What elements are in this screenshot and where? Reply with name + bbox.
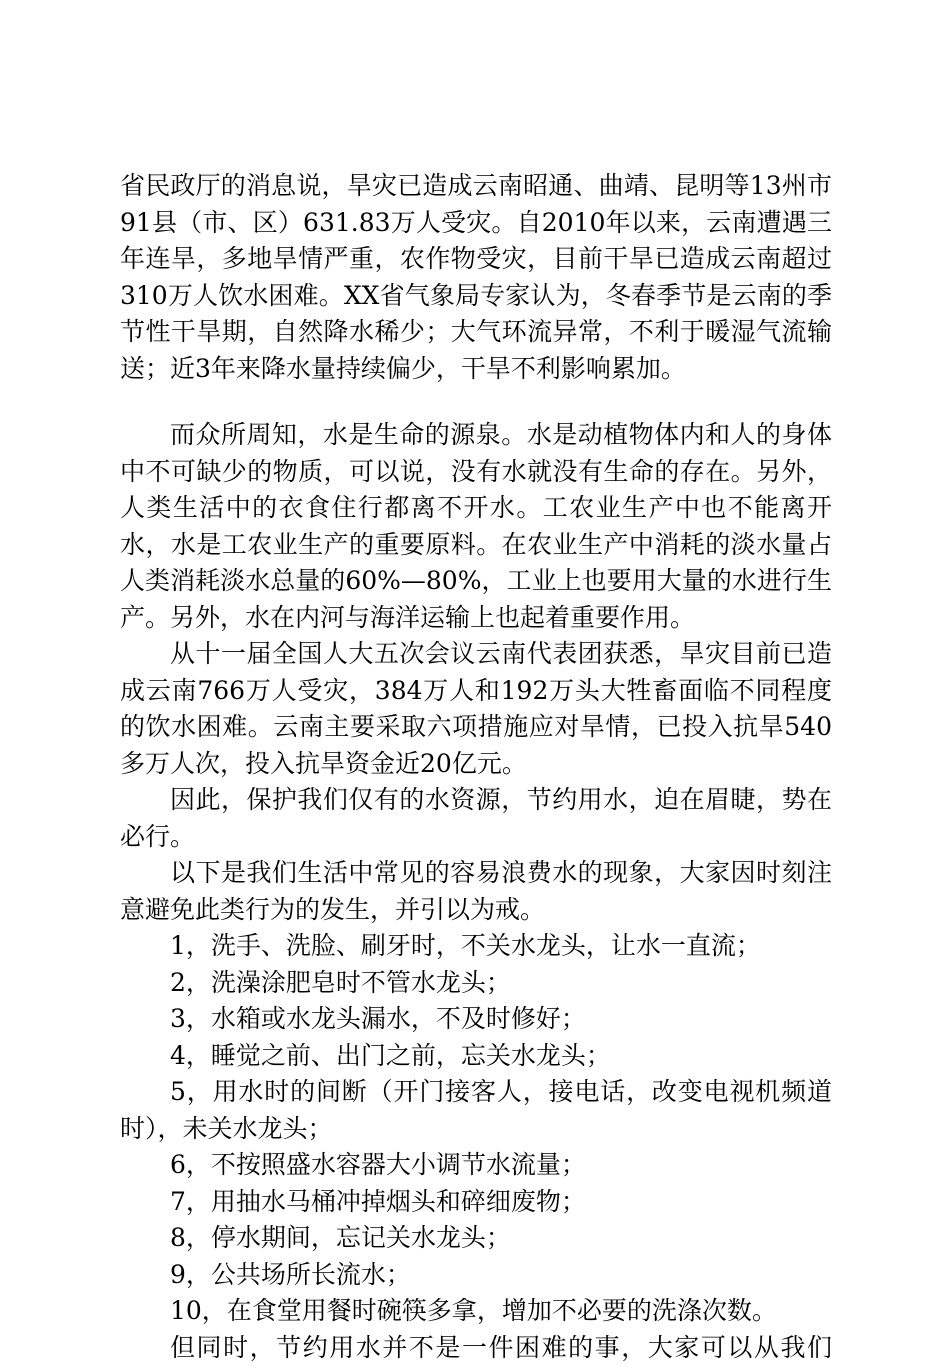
list-item: 4，睡觉之前、出门之前，忘关水龙头；: [120, 1038, 832, 1075]
paragraph-drought-measures: 从十一届全国人大五次会议云南代表团获悉，旱灾目前已造成云南766万人受灾，384万人和192万头大牲畜面临不同程度的饮水困难。云南主要采取六项措施应对旱情，已投入抗旱540多万人次，投入抗旱资金近20亿元。: [120, 636, 832, 782]
list-item: 1，洗手、洗脸、刷牙时，不关水龙头，让水一直流；: [120, 928, 832, 965]
list-item: 3，水箱或水龙头漏水，不及时修好；: [120, 1001, 832, 1038]
paragraph-closing: 但同时，节约用水并不是一件困难的事，大家可以从我们: [120, 1330, 832, 1366]
list-item: 5，用水时的间断（开门接客人，接电话，改变电视机频道时），未关水龙头；: [120, 1074, 832, 1147]
list-item: 9，公共场所长流水；: [120, 1257, 832, 1294]
paragraph-water-importance: 而众所周知，水是生命的源泉。水是动植物体内和人的身体中不可缺少的物质，可以说，没有水就没有生命的存在。另外，人类生活中的衣食住行都离不开水。工农业生产中也不能离开水，水是工农业生产的重要原料。在农业生产中消耗的淡水量占人类消耗淡水总量的60%—80%，工业上也要用大量的水进行生产。另外，水在内河与海洋运输上也起着重要作用。: [120, 417, 832, 636]
list-item: 2，洗澡涂肥皂时不管水龙头；: [120, 965, 832, 1002]
document-body: [120, 168, 832, 1366]
list-item: 7，用抽水马桶冲掉烟头和碎细废物；: [120, 1184, 832, 1221]
list-item: 10，在食堂用餐时碗筷多拿，增加不必要的洗涤次数。: [120, 1293, 832, 1330]
list-item: 6，不按照盛水容器大小调节水流量；: [120, 1147, 832, 1184]
paragraph-drought-report: 省民政厅的消息说，旱灾已造成云南昭通、曲靖、昆明等13州市91县（市、区）631.83万人受灾。自2010年以来，云南遭遇三年连旱，多地旱情严重，农作物受灾，目前干旱已造成云南超过310万人饮水困难。XX省气象局专家认为，冬春季节是云南的季节性干旱期，自然降水稀少；大气环流异常，不利于暖湿气流输送；近3年来降水量持续偏少，干旱不利影响累加。: [120, 168, 832, 387]
list-item: 8，停水期间，忘记关水龙头；: [120, 1220, 832, 1257]
paragraph-gap: [120, 387, 832, 417]
paragraph-conclusion: 因此，保护我们仅有的水资源，节约用水，迫在眉睫，势在必行。: [120, 782, 832, 855]
paragraph-list-intro: 以下是我们生活中常见的容易浪费水的现象，大家因时刻注意避免此类行为的发生，并引以为戒。: [120, 855, 832, 928]
